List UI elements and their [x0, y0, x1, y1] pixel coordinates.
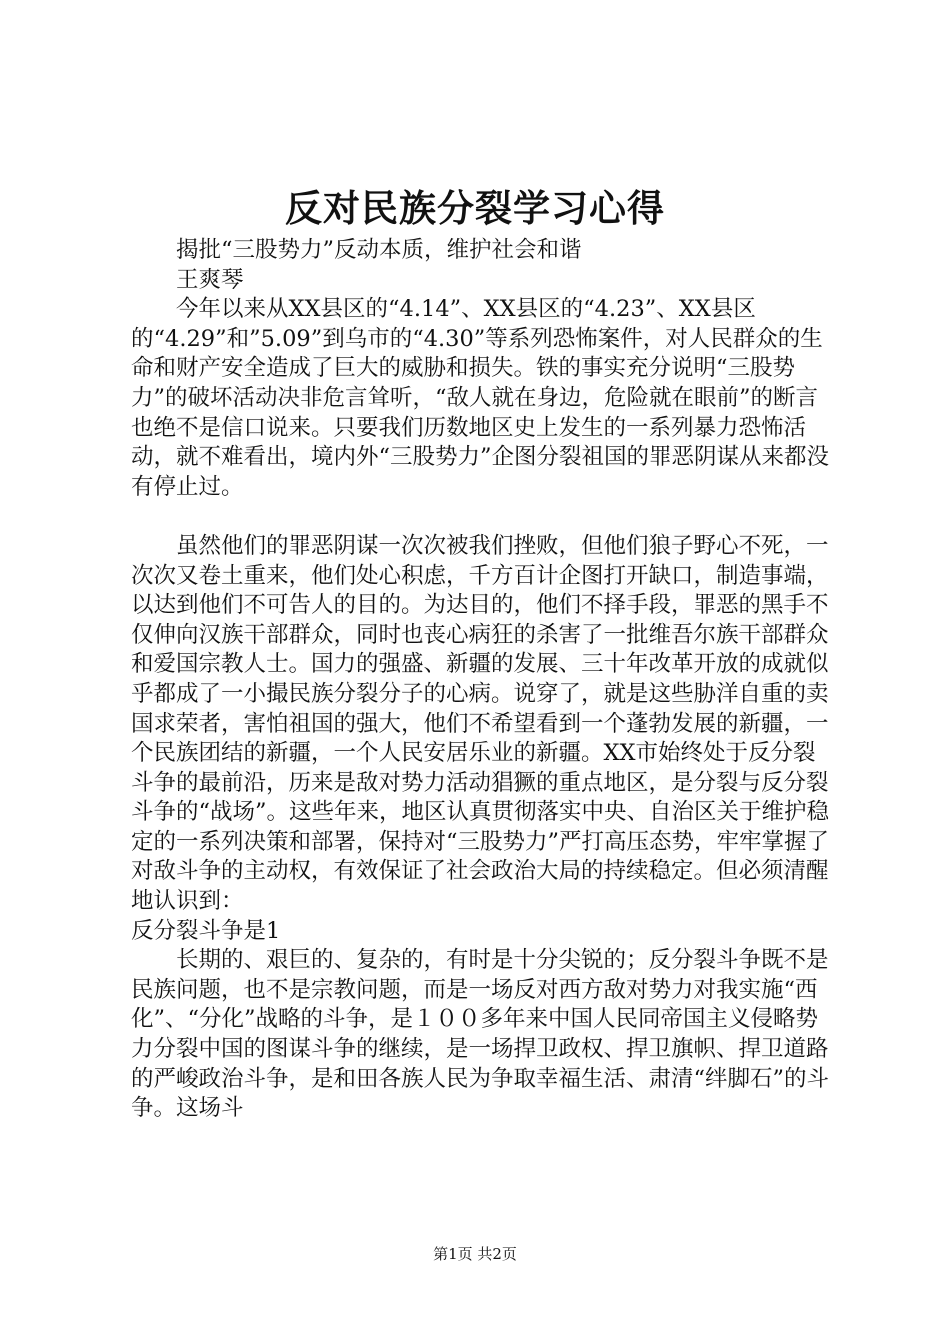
document-author: 王爽琴 — [176, 266, 244, 293]
document-body — [131, 236, 831, 1124]
page-footer: 第1页 共2页 — [433, 1245, 517, 1263]
paragraph-1: 今年以来从XX县区的“4.14”、XX县区的“4.23”、XX县区的“4.29”和”5.09”到乌市的“4.30”等系列恐怖案件，对人民群众的生命和财产安全造成了巨大的威胁和损失。铁的事实充分说明“三股势力”的破坏活动决非危言耸听，“敌人就在身边，危险就在眼前”的断言也绝不是信口说来。只要我们历数地区史上发生的一系列暴力恐怖活动，就不难看出，境内外“三股势力”企图分裂祖国的罪恶阴谋从来都没有停止过。 — [131, 296, 830, 500]
paragraph-4: 长期的、艰巨的、复杂的，有时是十分尖锐的；反分裂斗争既不是民族问题，也不是宗教问题，而是一场反对西方敌对势力对我实施“西化”、“分化”战略的斗争，是１００多年来中国人民同帝国主义侵略势力分裂中国的图谋斗争的继续，是一场捍卫政权、捍卫旗帜、捍卫道路的严峻政治斗争，是和田各族人民为争取幸福生活、肃清“绊脚石”的斗争。这场斗 — [131, 947, 830, 1122]
paragraph-3: 反分裂斗争是1 — [131, 917, 281, 944]
paragraph-spacer — [131, 502, 831, 532]
document-subtitle: 揭批“三股势力”反动本质，维护社会和谐 — [176, 237, 582, 263]
document-title: 反对民族分裂学习心得 — [285, 186, 665, 230]
paragraph-2: 虽然他们的罪恶阴谋一次次被我们挫败，但他们狼子野心不死，一次次又卷土重来，他们处心积虑，千方百计企图打开缺口，制造事端，以达到他们不可告人的目的。为达目的，他们不择手段，罪恶的黑手不仅伸向汉族干部群众，同时也丧心病狂的杀害了一批维吾尔族干部群众和爱国宗教人士。国力的强盛、新疆的发展、三十年改革开放的成就似乎都成了一小撮民族分裂分子的心病。说穿了，就是这些胁洋自重的卖国求荣者，害怕祖国的强大，他们不希望看到一个蓬勃发展的新疆，一个民族团结的新疆，一个人民安居乐业的新疆。XX市始终处于反分裂斗争的最前沿，历来是敌对势力活动猖獗的重点地区，是分裂与反分裂斗争的“战场”。这些年来，地区认真贯彻落实中央、自治区关于维护稳定的一系列决策和部署，保持对“三股势力”严打高压态势，牢牢掌握了对敌斗争的主动权，有效保证了社会政治大局的持续稳定。但必须清醒地认识到： — [131, 532, 830, 915]
